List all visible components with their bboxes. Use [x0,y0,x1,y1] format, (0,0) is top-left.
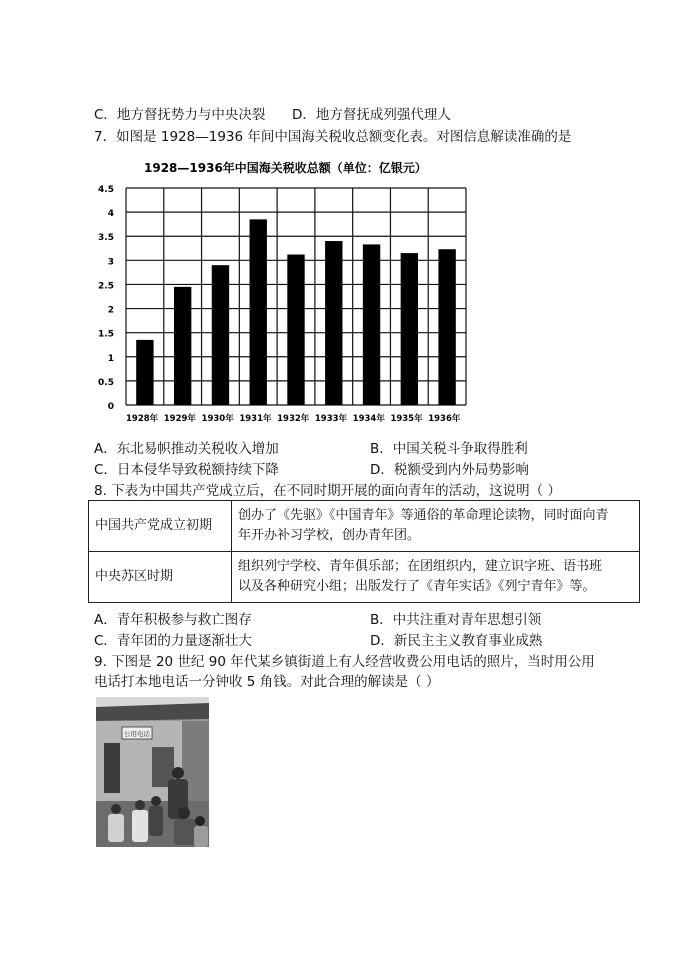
q8-stem: 8. 下表为中国共产党成立后，在不同时期开展的面向青年的活动，这说明（ ） [94,483,561,499]
q7-option-d: D．税额受到内外局势影响 [370,462,529,478]
y-tick-label: 3.5 [98,233,114,244]
q9-stem-line2: 电话打本地电话一分钟收 5 角钱。对此合理的解读是（ ） [94,674,440,690]
bar-1934年 [363,244,380,405]
y-tick-label: 4 [107,209,114,220]
q7-option-b: B．中国关税斗争取得胜利 [370,441,528,457]
x-tick-label: 1928年 [126,414,159,424]
customs-revenue-bar-chart [86,150,486,430]
y-tick-label: 4.5 [98,185,114,195]
bar-1935年 [401,253,418,405]
public-telephone-photo [96,697,209,847]
q8-option-b: B．中共注重对青年思想引领 [370,612,542,628]
table-cell-activity [232,501,640,552]
activity-text-line: 组织列宁学校、青年俱乐部；在团组织内，建立识字班、语书班 [238,559,603,574]
y-tick-label: 3 [107,257,114,268]
table-row [89,552,640,603]
y-tick-label: 2.5 [98,281,114,292]
bar-1936年 [438,249,455,405]
y-tick-label: 0 [107,402,114,412]
x-tick-label: 1931年 [239,414,272,424]
x-tick-label: 1929年 [163,414,196,424]
y-axis-ticks [98,185,114,412]
bar-1930年 [212,265,229,405]
y-tick-label: 2 [107,305,114,316]
chart-bars [136,219,456,405]
x-axis-ticks [126,413,461,424]
activity-text-line: 创办了《先驱》《中国青年》等通俗的革命理论读物，同时面向青 [238,508,609,523]
activity-text-line: 以及各种研究小组；出版发行了《青年实话》《列宁青年》等。 [238,579,596,594]
q6-option-d: D．地方督抚成列强代理人 [292,107,451,123]
q8-option-d: D．新民主主义教育事业成熟 [370,633,543,649]
y-tick-label: 0.5 [98,377,114,388]
bar-1931年 [250,219,267,405]
q8-option-a: A．青年积极参与救亡图存 [94,612,252,628]
chart-title: 1928—1936年中国海关税收总额（单位：亿银元） [144,161,427,175]
bar-1929年 [174,287,191,405]
x-tick-label: 1935年 [390,414,423,424]
y-tick-label: 1 [107,353,114,364]
table-cell-activity [232,552,640,603]
table-cell-period: 中国共产党成立初期 [89,501,232,552]
table-row [89,501,640,552]
q7-option-c: C．日本侵华导致税额持续下降 [94,462,279,478]
bar-1928年 [136,340,153,405]
x-tick-label: 1934年 [352,414,385,424]
x-tick-label: 1932年 [277,414,310,424]
x-tick-label: 1930年 [201,414,234,424]
q8-option-c: C．青年团的力量逐渐壮大 [94,633,252,649]
x-tick-label: 1936年 [428,414,461,424]
q7-option-a: A．东北易帜推动关税收入增加 [94,441,279,457]
activity-text-line: 年开办补习学校，创办青年团。 [238,528,421,543]
bar-1933年 [325,241,342,405]
youth-activities-table [88,500,640,603]
table-cell-period: 中央苏区时期 [89,552,232,603]
q7-stem: 7．如图是 1928—1936 年间中国海关税收总额变化表。对图信息解读准确的是 [94,129,572,145]
x-tick-label: 1933年 [314,414,348,424]
q9-stem-line1: 9. 下图是 20 世纪 90 年代某乡镇街道上有人经营收费公用电话的照片，当时用公用 [94,654,595,670]
y-tick-label: 1.5 [98,329,114,340]
bar-1932年 [287,255,304,405]
phone-sign-text: 公用电话 [124,730,150,738]
q6-option-c: C．地方督抚势力与中央决裂 [94,107,266,123]
